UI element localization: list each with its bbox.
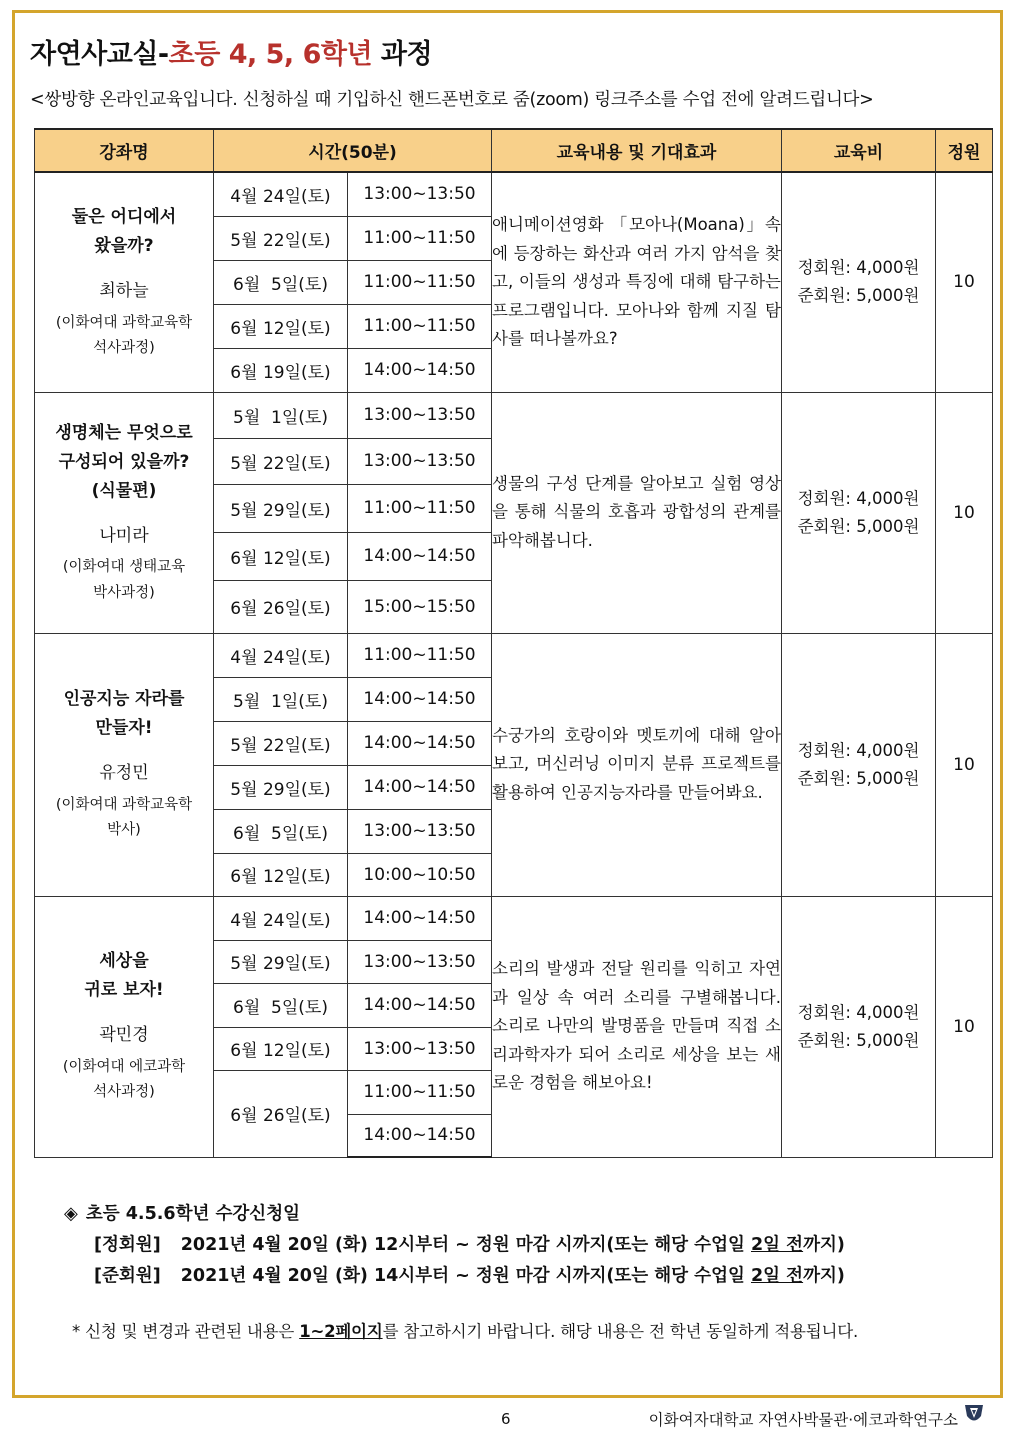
session-time: 13:00~13:50 — [348, 172, 492, 216]
session-date: 5월 1일(토) — [214, 392, 348, 438]
footer-organization: 이화여자대학교 자연사박물관·에코과학연구소 — [648, 1411, 958, 1429]
header-time: 시간(50분) — [214, 129, 492, 172]
lecturer-affiliation: (이화여대 과학교육학 석사과정) — [55, 314, 193, 356]
lecturer-affiliation: (이화여대 에코과학 석사과정) — [62, 1058, 186, 1101]
capacity: 10 — [936, 633, 993, 896]
session-time: 14:00~14:50 — [348, 896, 492, 940]
fee-associate: 준회원: 5,000원 — [797, 768, 920, 788]
course-cell — [35, 633, 214, 896]
session-time: 10:00~10:50 — [348, 853, 492, 896]
lecturer-affiliation: (이화여대 과학교육학 박사) — [55, 796, 193, 839]
course-name: 둘은 어디에서 왔을까? — [71, 207, 177, 257]
fee-regular: 정회원: 4,000원 — [797, 1002, 920, 1022]
session-date: 5월 22일(토) — [214, 721, 348, 765]
session-time: 11:00~11:50 — [348, 216, 492, 260]
session-time: 14:00~14:50 — [348, 677, 492, 721]
session-time: 13:00~13:50 — [348, 392, 492, 438]
lecturer-name: 곽민경 — [99, 1025, 149, 1046]
session-date: 6월 12일(토) — [214, 304, 348, 348]
course-cell — [35, 392, 214, 633]
course-description: 수궁가의 호랑이와 멧토끼에 대해 알아보고, 머신러닝 이미지 분류 프로젝트를 활용하여 인공지능자라를 만들어봐요. — [492, 633, 782, 896]
session-date: 6월 12일(토) — [214, 1027, 348, 1070]
page-number: 6 — [501, 1410, 511, 1428]
session-time: 14:00~14:50 — [348, 765, 492, 809]
session-time: 15:00~15:50 — [348, 580, 492, 633]
header-capacity: 정원 — [936, 129, 993, 172]
capacity: 10 — [936, 392, 993, 633]
fee-associate: 준회원: 5,000원 — [797, 286, 920, 306]
session-date: 5월 22일(토) — [214, 216, 348, 260]
session-time: 14:00~14:50 — [348, 532, 492, 580]
session-date: 6월 5일(토) — [214, 809, 348, 853]
session-time: 14:00~14:50 — [348, 1114, 492, 1157]
fee-regular: 정회원: 4,000원 — [797, 740, 920, 760]
registration-notice — [64, 1198, 845, 1292]
title-highlight: 초등 4, 5, 6학년 — [168, 39, 373, 70]
session-date: 6월 26일(토) — [214, 1070, 348, 1157]
page-subtitle: <쌍방향 온라인교육입니다. 신청하실 때 기입하신 핸드폰번호로 줌(zoom) 링크주소를 수업 전에 알려드립니다> — [30, 90, 874, 110]
fee-associate: 준회원: 5,000원 — [797, 516, 920, 536]
course-cell — [35, 172, 214, 392]
session-time: 11:00~11:50 — [348, 260, 492, 304]
lecturer-name: 최하늘 — [99, 281, 149, 302]
course-description: 소리의 발생과 전달 원리를 익히고 자연과 일상 속 여러 소리를 구별해봅니다. 소리로 나만의 발명품을 만들며 직접 소리과학자가 되어 소리로 세상을 보는 새로운 경험을 해보아요! — [492, 896, 782, 1157]
header-course: 강좌명 — [35, 129, 214, 172]
fee-cell — [782, 633, 936, 896]
header-fee: 교육비 — [782, 129, 936, 172]
course-cell — [35, 896, 214, 1157]
session-date: 4월 24일(토) — [214, 172, 348, 216]
session-time: 11:00~11:50 — [348, 484, 492, 532]
session-time: 13:00~13:50 — [348, 438, 492, 484]
course-description: 생물의 구성 단계를 알아보고 실험 영상을 통해 식물의 호흡과 광합성의 관계를 파악해봅니다. — [492, 392, 782, 633]
session-time: 13:00~13:50 — [348, 1027, 492, 1070]
session-date: 5월 29일(토) — [214, 940, 348, 983]
table-row — [35, 633, 993, 677]
course-name: 세상을 귀로 보자! — [84, 951, 164, 1001]
notice-regular: [정회원] 2021년 4월 20일 (화) 12시부터 ~ 정원 마감 시까지(또는 해당 수업일 2일 전까지) — [94, 1235, 845, 1255]
course-description: 애니메이션영화 「모아나(Moana)」속에 등장하는 화산과 여러 가지 암석을 찾고, 이들의 생성과 특징에 대해 탐구하는 프로그램입니다. 모아나와 함께 지질 탐사를 떠나볼까요? — [492, 172, 782, 392]
session-time: 14:00~14:50 — [348, 348, 492, 392]
table-row — [35, 392, 993, 438]
fee-regular: 정회원: 4,000원 — [797, 258, 920, 278]
fee-associate: 준회원: 5,000원 — [797, 1030, 920, 1050]
fee-cell — [782, 392, 936, 633]
header-content: 교육내용 및 기대효과 — [492, 129, 782, 172]
session-date: 5월 29일(토) — [214, 484, 348, 532]
table-row — [35, 896, 993, 940]
lecturer-name: 유정민 — [99, 763, 149, 784]
session-date: 5월 29일(토) — [214, 765, 348, 809]
session-date: 5월 22일(토) — [214, 438, 348, 484]
lecturer-affiliation: (이화여대 생태교육 박사과정) — [62, 559, 186, 601]
session-time: 11:00~11:50 — [348, 1070, 492, 1114]
session-time: 11:00~11:50 — [348, 304, 492, 348]
session-date: 6월 5일(토) — [214, 260, 348, 304]
page-title: 자연사교실-초등 4, 5, 6학년 과정 — [30, 39, 433, 70]
session-date: 4월 24일(토) — [214, 896, 348, 940]
session-time: 13:00~13:50 — [348, 809, 492, 853]
session-time: 14:00~14:50 — [348, 983, 492, 1027]
capacity: 10 — [936, 896, 993, 1157]
notice-associate: [준회원] 2021년 4월 20일 (화) 14시부터 ~ 정원 마감 시까지(또는 해당 수업일 2일 전까지) — [94, 1266, 845, 1286]
table-row — [35, 172, 993, 216]
table-header-row — [35, 129, 993, 172]
lecturer-name: 나미라 — [99, 525, 149, 546]
session-date: 4월 24일(토) — [214, 633, 348, 677]
session-date: 5월 1일(토) — [214, 677, 348, 721]
capacity: 10 — [936, 172, 993, 392]
schedule-table — [34, 128, 993, 1158]
session-date: 6월 19일(토) — [214, 348, 348, 392]
session-time: 11:00~11:50 — [348, 633, 492, 677]
session-date: 6월 5일(토) — [214, 983, 348, 1027]
ewha-logo-icon — [962, 1402, 986, 1426]
session-date: 6월 26일(토) — [214, 580, 348, 633]
session-time: 13:00~13:50 — [348, 940, 492, 983]
course-name: 생명체는 무엇으로 구성되어 있을까? (식물편) — [55, 423, 193, 501]
fee-cell — [782, 172, 936, 392]
session-time: 14:00~14:50 — [348, 721, 492, 765]
diamond-bullet-icon: ◈ — [64, 1203, 78, 1224]
fee-cell — [782, 896, 936, 1157]
footnote: * 신청 및 변경과 관련된 내용은 1~2페이지를 참고하시기 바랍니다. 해당 내용은 전 학년 동일하게 적용됩니다. — [72, 1322, 858, 1341]
session-date: 6월 12일(토) — [214, 532, 348, 580]
fee-regular: 정회원: 4,000원 — [797, 488, 920, 508]
session-date: 6월 12일(토) — [214, 853, 348, 896]
notice-heading: ◈ 초등 4.5.6학년 수강신청일 — [64, 1203, 300, 1224]
course-name: 인공지능 자라를 만들자! — [63, 689, 185, 739]
